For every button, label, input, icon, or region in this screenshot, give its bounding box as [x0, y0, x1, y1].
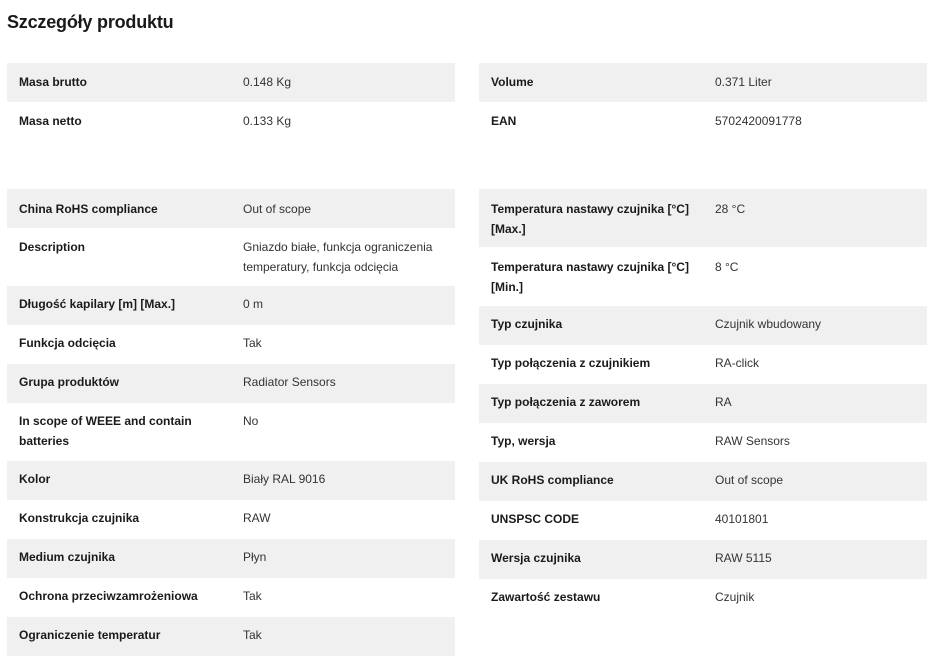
- spec-table-top-left: [7, 63, 455, 141]
- spec-label: Masa brutto: [19, 75, 88, 89]
- spec-row: [479, 247, 927, 306]
- spec-value: 5702420091778: [715, 114, 802, 128]
- page-title: Szczegóły produktu: [7, 12, 174, 32]
- spec-row: [479, 384, 927, 423]
- spec-value: 0 m: [243, 297, 264, 311]
- spec-row: [7, 500, 455, 539]
- spec-label: China RoHS compliance: [19, 202, 158, 216]
- spec-row: [479, 189, 927, 247]
- spec-label: Typ, wersja: [491, 434, 556, 448]
- spec-label: Temperatura nastawy czujnika [°C] [Min.]: [491, 260, 689, 294]
- spec-label: Ochrona przeciwzamrożeniowa: [19, 589, 198, 603]
- spec-row: [479, 102, 927, 141]
- spec-row: [7, 403, 455, 461]
- spec-label: In scope of WEEE and contain batteries: [19, 414, 192, 448]
- spec-value: 40101801: [715, 512, 769, 526]
- spec-value: 8 °C: [715, 260, 739, 274]
- spec-row: [7, 189, 455, 228]
- spec-row: [7, 63, 455, 102]
- spec-row: [7, 539, 455, 578]
- spec-value: Biały RAL 9016: [243, 472, 326, 486]
- spec-row: [7, 578, 455, 617]
- spec-value: Czujnik wbudowany: [715, 317, 822, 331]
- spec-value: Tak: [243, 628, 262, 642]
- spec-row: [7, 461, 455, 500]
- spec-label: Description: [19, 240, 86, 254]
- spec-row: [7, 325, 455, 364]
- spec-value: No: [243, 414, 259, 428]
- spec-row: [479, 423, 927, 462]
- spec-value: Out of scope: [243, 202, 312, 216]
- spec-row: [7, 364, 455, 403]
- spec-value: Out of scope: [715, 473, 784, 487]
- spec-row: [479, 501, 927, 540]
- spec-label: Typ czujnika: [491, 317, 563, 331]
- spec-label: Temperatura nastawy czujnika [°C] [Max.]: [491, 202, 689, 236]
- spec-label: Typ połączenia z czujnikiem: [491, 356, 651, 370]
- spec-label: Typ połączenia z zaworem: [491, 395, 641, 409]
- spec-value: 0.133 Kg: [243, 114, 292, 128]
- spec-value: 0.148 Kg: [243, 75, 292, 89]
- spec-label: Zawartość zestawu: [491, 590, 601, 604]
- spec-row: [479, 306, 927, 345]
- spec-label: Grupa produktów: [19, 375, 119, 389]
- spec-row: [7, 286, 455, 325]
- spec-label: Wersja czujnika: [491, 551, 581, 565]
- spec-table-bottom-right: [479, 189, 927, 618]
- spec-value: RAW 5115: [715, 551, 772, 565]
- spec-row: [479, 540, 927, 579]
- spec-value: RAW: [243, 511, 271, 525]
- spec-value: Tak: [243, 336, 262, 350]
- spec-label: Ograniczenie temperatur: [19, 628, 161, 642]
- spec-label: Funkcja odcięcia: [19, 336, 116, 350]
- spec-label: Volume: [491, 75, 534, 89]
- spec-value: Płyn: [243, 550, 267, 564]
- spec-table-bottom-left: [7, 189, 455, 656]
- spec-row: [7, 617, 455, 656]
- spec-label: Medium czujnika: [19, 550, 116, 564]
- spec-value: 0.371 Liter: [715, 75, 772, 89]
- spec-value: RA-click: [715, 356, 759, 370]
- spec-label: UK RoHS compliance: [491, 473, 614, 487]
- spec-value: Czujnik: [715, 590, 755, 604]
- spec-label: Konstrukcja czujnika: [19, 511, 140, 525]
- spec-row: [479, 462, 927, 501]
- spec-value: Gniazdo białe, funkcja ograniczenia temperatury, funkcja odcięcia: [243, 240, 433, 274]
- spec-row: [479, 345, 927, 384]
- spec-row: [479, 579, 927, 618]
- spec-label: UNSPSC CODE: [491, 512, 580, 526]
- spec-label: Długość kapilary [m] [Max.]: [19, 297, 176, 311]
- spec-value: RA: [715, 395, 732, 409]
- spec-row: [7, 228, 455, 286]
- spec-table-top-right: [479, 63, 927, 141]
- spec-value: Radiator Sensors: [243, 375, 336, 389]
- spec-label: EAN: [491, 114, 517, 128]
- spec-label: Kolor: [19, 472, 51, 486]
- spec-row: [479, 63, 927, 102]
- spec-value: RAW Sensors: [715, 434, 790, 448]
- spec-label: Masa netto: [19, 114, 82, 128]
- spec-row: [7, 102, 455, 141]
- spec-value: 28 °C: [715, 202, 746, 216]
- spec-value: Tak: [243, 589, 262, 603]
